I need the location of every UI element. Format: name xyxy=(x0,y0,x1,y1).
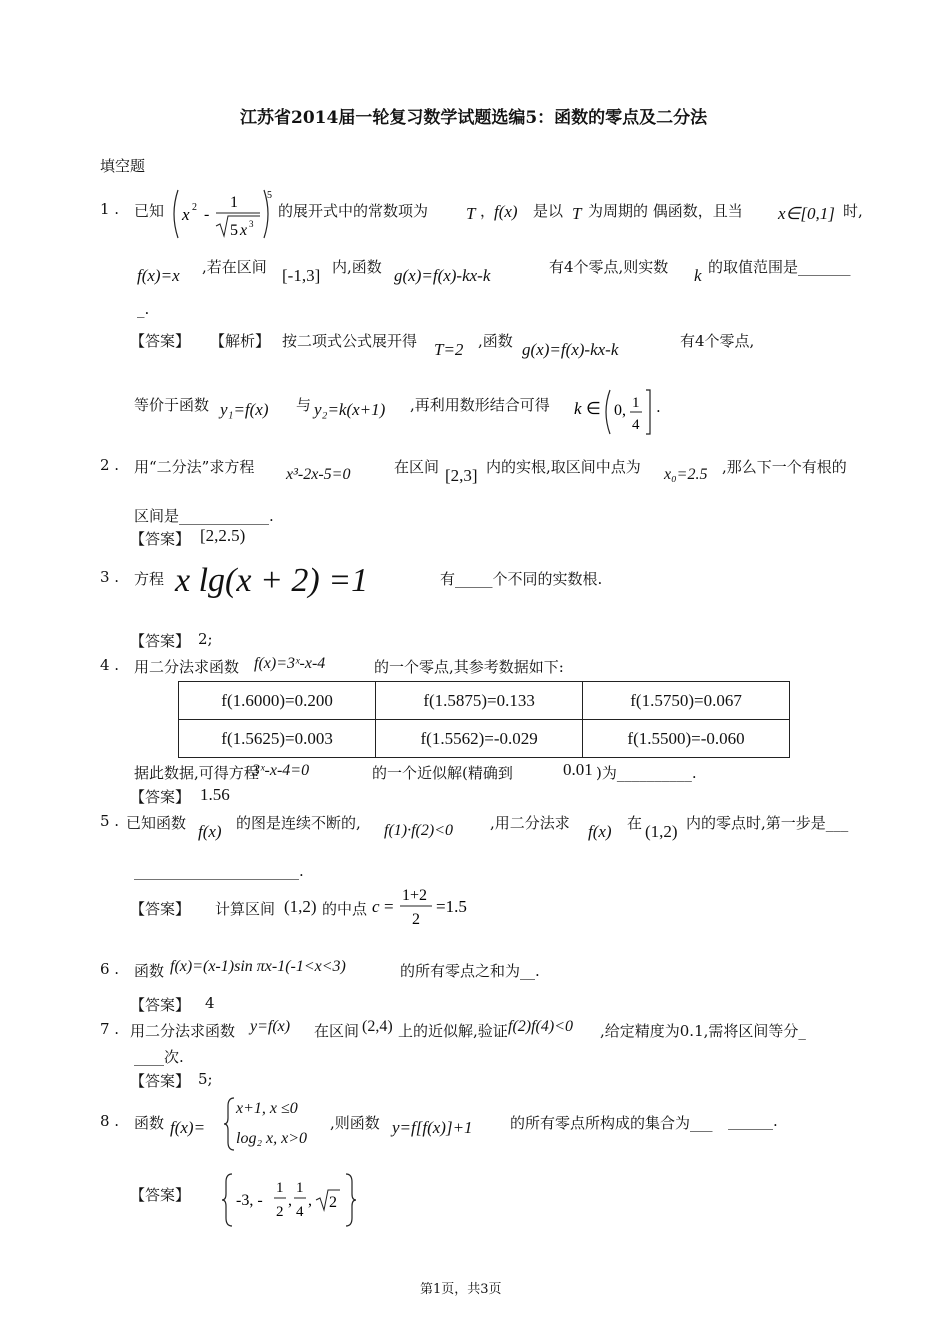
svg-text:k: k xyxy=(574,399,582,418)
question-text: 内的零点时,第一步是___ xyxy=(686,814,849,832)
svg-text:4: 4 xyxy=(296,1204,304,1220)
question-number: 3 . xyxy=(100,568,120,586)
math-fx-lhs: f(x)= xyxy=(170,1118,206,1137)
svg-text:1: 1 xyxy=(230,194,238,211)
answer-set-graphic xyxy=(222,1170,362,1230)
midpoint-formula xyxy=(370,880,490,934)
math-function: y=f(x) xyxy=(250,1018,291,1035)
reference-data-table xyxy=(178,681,790,758)
answer-value: 2; xyxy=(198,630,213,648)
svg-text:1: 1 xyxy=(296,1180,304,1196)
question-text: 的取值范围是_______ xyxy=(708,258,851,276)
question-text: 用二分法求函数 xyxy=(134,658,240,676)
answer-value: 5; xyxy=(198,1070,213,1088)
question-text: ,若在区间 xyxy=(202,258,267,276)
question-text: 上的近似解,验证 xyxy=(398,1022,508,1040)
answer-text: 计算区间 xyxy=(215,900,276,918)
question-text: 的图是连续不断的, xyxy=(236,814,361,832)
math-function: f(x)=(x-1)sin πx-1(-1<x<3) xyxy=(170,958,346,975)
question-number: 1 . xyxy=(100,200,120,218)
question-text: 方程 xyxy=(134,570,165,588)
piecewise-case: log₂ x, x>0 xyxy=(236,1130,308,1147)
question-text: 有_____个不同的实数根. xyxy=(440,570,603,588)
binomial-expression xyxy=(170,186,280,246)
question-text: 在区间 xyxy=(394,458,440,476)
question-number: 8 . xyxy=(100,1112,120,1130)
svg-text:,: , xyxy=(288,1192,292,1209)
answer-label: 【答案】 xyxy=(130,530,191,548)
math-interval: (1,2) xyxy=(284,897,317,916)
svg-text:5: 5 xyxy=(267,190,272,201)
table-cell: f(1.6000)=0.200 xyxy=(179,682,376,720)
math-fx: f(x) xyxy=(494,202,518,221)
math-interval: (2,4) xyxy=(362,1018,393,1035)
answer-label: 【答案】 xyxy=(130,332,191,350)
binomial-formula-graphic xyxy=(170,186,280,242)
question-text: ,给定精度为0.1,需将区间等分_ xyxy=(600,1022,806,1040)
question-text: ,用二分法求 xyxy=(490,814,570,832)
question-text: 时, xyxy=(843,202,863,220)
svg-text:1+2: 1+2 xyxy=(402,887,428,904)
analysis-text: 等价于函数 xyxy=(134,396,210,414)
analysis-text: ,函数 xyxy=(478,332,513,350)
svg-text:4: 4 xyxy=(632,417,640,433)
svg-text:-3, -: -3, - xyxy=(236,1192,263,1209)
analysis-text: ,再利用数形结合可得 xyxy=(410,396,550,414)
question-text: 的所有零点所构成的集合为___ xyxy=(510,1114,713,1132)
question-text: 据此数据,可得方程 xyxy=(134,764,259,782)
precision-value: 0.01 xyxy=(563,760,593,779)
question-text: 内的实根,取区间中点为 xyxy=(486,458,641,476)
question-number: 2 . xyxy=(100,456,120,474)
math-interval: (1,2) xyxy=(645,822,678,841)
math-condition: f(1)·f(2)<0 xyxy=(384,822,453,839)
math-fx: f(x) xyxy=(198,822,222,841)
question-text: 是以 xyxy=(533,202,564,220)
math-interval: [2,3] xyxy=(445,466,478,485)
table-row xyxy=(179,720,790,758)
table-cell: f(1.5625)=0.003 xyxy=(179,720,376,758)
analysis-label: 【解析】 xyxy=(210,332,271,350)
answer-label: 【答案】 xyxy=(130,788,191,806)
math-gx: g(x)=f(x)-kx-k xyxy=(522,340,619,359)
svg-text:1: 1 xyxy=(632,395,640,411)
k-range-expression xyxy=(572,388,662,442)
math-condition: x∈[0,1] xyxy=(778,204,835,223)
midpoint-formula-graphic xyxy=(370,880,490,930)
math-interval: [-1,3] xyxy=(282,266,321,285)
math-y1: y₁=f(x) xyxy=(220,400,269,419)
answer-value: 1.56 xyxy=(200,785,230,804)
page-footer: 第1页，共3页 xyxy=(420,1282,502,1297)
question-text: 内,函数 xyxy=(332,258,382,276)
answer-label: 【答案】 xyxy=(130,1072,191,1090)
math-fx-eq-x: f(x)=x xyxy=(137,266,180,285)
question-number: 5 . xyxy=(100,812,120,830)
question-number: 6 . xyxy=(100,960,120,978)
question-text: 函数 xyxy=(134,962,165,980)
svg-text:x: x xyxy=(182,205,190,224)
answer-label: 【答案】 xyxy=(130,632,191,650)
question-text: 的展开式中的常数项为 xyxy=(278,202,429,220)
question-text: _. xyxy=(137,300,150,318)
math-midpoint: x₀=2.5 xyxy=(664,466,708,483)
question-text: 区间是____________. xyxy=(134,507,274,525)
math-k: k xyxy=(694,266,702,285)
svg-text:∈: ∈ xyxy=(586,399,601,418)
svg-text:2: 2 xyxy=(276,1204,284,1220)
left-brace-graphic xyxy=(222,1096,236,1152)
analysis-text: 按二项式公式展开得 xyxy=(282,332,418,350)
question-text: 在 xyxy=(627,814,643,832)
question-number: 4 . xyxy=(100,656,120,674)
svg-text:c: c xyxy=(372,897,380,916)
piecewise-brace xyxy=(222,1096,236,1156)
question-text: 的一个近似解(精确到 xyxy=(372,764,513,782)
question-text: 用“二分法”求方程 xyxy=(134,458,255,476)
svg-text:1: 1 xyxy=(276,1180,284,1196)
svg-text:2: 2 xyxy=(412,911,420,928)
answer-text: 的中点 xyxy=(322,900,368,918)
math-function: f(x)=3ˣ-x-4 xyxy=(254,655,326,672)
math-equation: x³-2x-5=0 xyxy=(286,466,351,483)
answer-value: [2,2.5) xyxy=(200,526,246,545)
question-text: ______________________. xyxy=(134,862,304,880)
svg-text:,: , xyxy=(308,1192,312,1209)
page-title: 江苏省2014届一轮复习数学试题选编5：函数的零点及二分法 xyxy=(240,108,708,128)
question-text: ， xyxy=(480,202,496,220)
question-text: 函数 xyxy=(134,1114,165,1132)
math-fx: f(x) xyxy=(588,822,612,841)
question-text: 在区间 xyxy=(314,1022,360,1040)
math-T: T xyxy=(572,204,582,223)
answer-label: 【答案】 xyxy=(130,996,191,1014)
question-text: ______. xyxy=(728,1112,778,1130)
answer-label: 【答案】 xyxy=(130,900,191,918)
question-text: 的所有零点之和为__. xyxy=(400,962,540,980)
svg-text:3: 3 xyxy=(249,219,254,229)
math-T: T xyxy=(466,204,476,223)
analysis-text: 有4个零点, xyxy=(680,332,755,350)
question-text: 有4个零点,则实数 xyxy=(549,258,669,276)
k-range-graphic xyxy=(572,388,662,438)
answer-set xyxy=(222,1170,362,1234)
question-number: 7 . xyxy=(100,1020,120,1038)
table-cell: f(1.5875)=0.133 xyxy=(376,682,583,720)
answer-label: 【答案】 xyxy=(130,1186,191,1204)
question-text: 用二分法求函数 xyxy=(130,1022,236,1040)
question-text: ,那么下一个有根的 xyxy=(722,458,847,476)
math-T-eq-2: T=2 xyxy=(434,340,464,359)
analysis-text: . xyxy=(656,398,661,416)
math-equation: 3ˣ-x-4=0 xyxy=(252,762,310,779)
question-text: 的一个零点,其参考数据如下: xyxy=(374,658,564,676)
svg-text:2: 2 xyxy=(329,1194,337,1211)
math-condition: f(2)f(4)<0 xyxy=(508,1018,573,1035)
piecewise-case: x+1, x ≤0 xyxy=(236,1100,298,1117)
math-y2: y₂=k(x+1) xyxy=(314,400,386,419)
question-text: 已知函数 xyxy=(126,814,187,832)
svg-text:x: x xyxy=(240,222,248,239)
table-row xyxy=(179,682,790,720)
table-cell: f(1.5500)=-0.060 xyxy=(583,720,790,758)
question-text: 为周期的 偶函数，且当 xyxy=(588,202,743,220)
section-heading: 填空题 xyxy=(100,157,146,175)
table-cell: f(1.5750)=0.067 xyxy=(583,682,790,720)
math-equation-large: x lg(x + 2) =1 xyxy=(175,562,369,599)
svg-text:=1.5: =1.5 xyxy=(436,897,467,916)
question-text: ____次. xyxy=(134,1048,184,1066)
svg-text:5: 5 xyxy=(230,222,238,239)
math-function: y=f[f(x)]+1 xyxy=(392,1118,473,1137)
table-cell: f(1.5562)=-0.029 xyxy=(376,720,583,758)
svg-text:0,: 0, xyxy=(614,402,626,419)
question-text: ,则函数 xyxy=(330,1114,380,1132)
svg-text:-: - xyxy=(204,206,210,223)
svg-text:=: = xyxy=(384,897,394,916)
question-text: 已知 xyxy=(134,202,165,220)
svg-text:2: 2 xyxy=(192,202,197,213)
question-text: )为__________. xyxy=(596,764,697,782)
answer-value: 4 xyxy=(205,994,215,1012)
analysis-text: 与 xyxy=(296,396,312,414)
math-gx: g(x)=f(x)-kx-k xyxy=(394,266,491,285)
